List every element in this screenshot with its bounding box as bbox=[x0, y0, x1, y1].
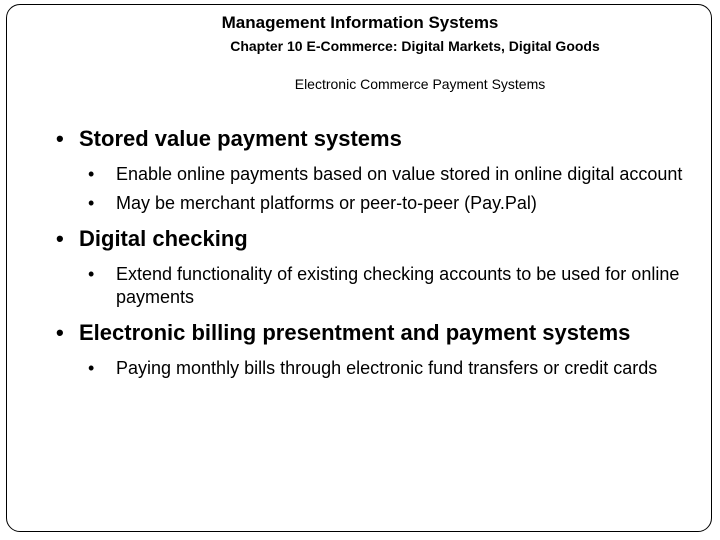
bullet-list bbox=[0, 127, 720, 392]
chapter-heading: Chapter 10 E-Commerce: Digital Markets, Digital Goods bbox=[230, 38, 600, 54]
book-title: Management Information Systems bbox=[221, 13, 499, 32]
bullet-text: Stored value payment systems bbox=[79, 126, 402, 151]
bullet-text: Electronic billing presentment and payment systems bbox=[79, 320, 631, 345]
bullet-glyph: • bbox=[88, 193, 95, 213]
bullet-glyph: • bbox=[88, 358, 95, 378]
bullet-glyph: • bbox=[88, 164, 95, 184]
bullet-glyph: • bbox=[88, 264, 95, 284]
bullet-group-digital-checking bbox=[0, 227, 720, 309]
bullet-glyph: • bbox=[56, 320, 64, 345]
bullet-item bbox=[0, 127, 679, 151]
bullet-item bbox=[0, 321, 679, 345]
sub-bullet-text: May be merchant platforms or peer-to-peer (Pay.Pal) bbox=[116, 193, 537, 213]
bullet-item bbox=[0, 227, 679, 251]
slide-title: Electronic Commerce Payment Systems bbox=[294, 76, 546, 92]
bullet-group-ebpp bbox=[0, 321, 720, 380]
sub-bullet-text: Enable online payments based on value stored in online digital account bbox=[116, 164, 683, 184]
bullet-glyph: • bbox=[56, 126, 64, 151]
bullet-text: Digital checking bbox=[79, 226, 248, 251]
sub-bullet-item bbox=[0, 192, 691, 215]
sub-bullet-text: Paying monthly bills through electronic fund transfers or credit cards bbox=[116, 358, 658, 378]
sub-bullet-item bbox=[0, 163, 691, 186]
bullet-group-stored-value bbox=[0, 127, 720, 215]
sub-bullet-item bbox=[0, 357, 691, 380]
sub-bullet-text: Extend functionality of existing checking accounts to be used for online payments bbox=[116, 264, 680, 307]
bullet-glyph: • bbox=[56, 226, 64, 251]
sub-bullet-item bbox=[0, 263, 691, 309]
